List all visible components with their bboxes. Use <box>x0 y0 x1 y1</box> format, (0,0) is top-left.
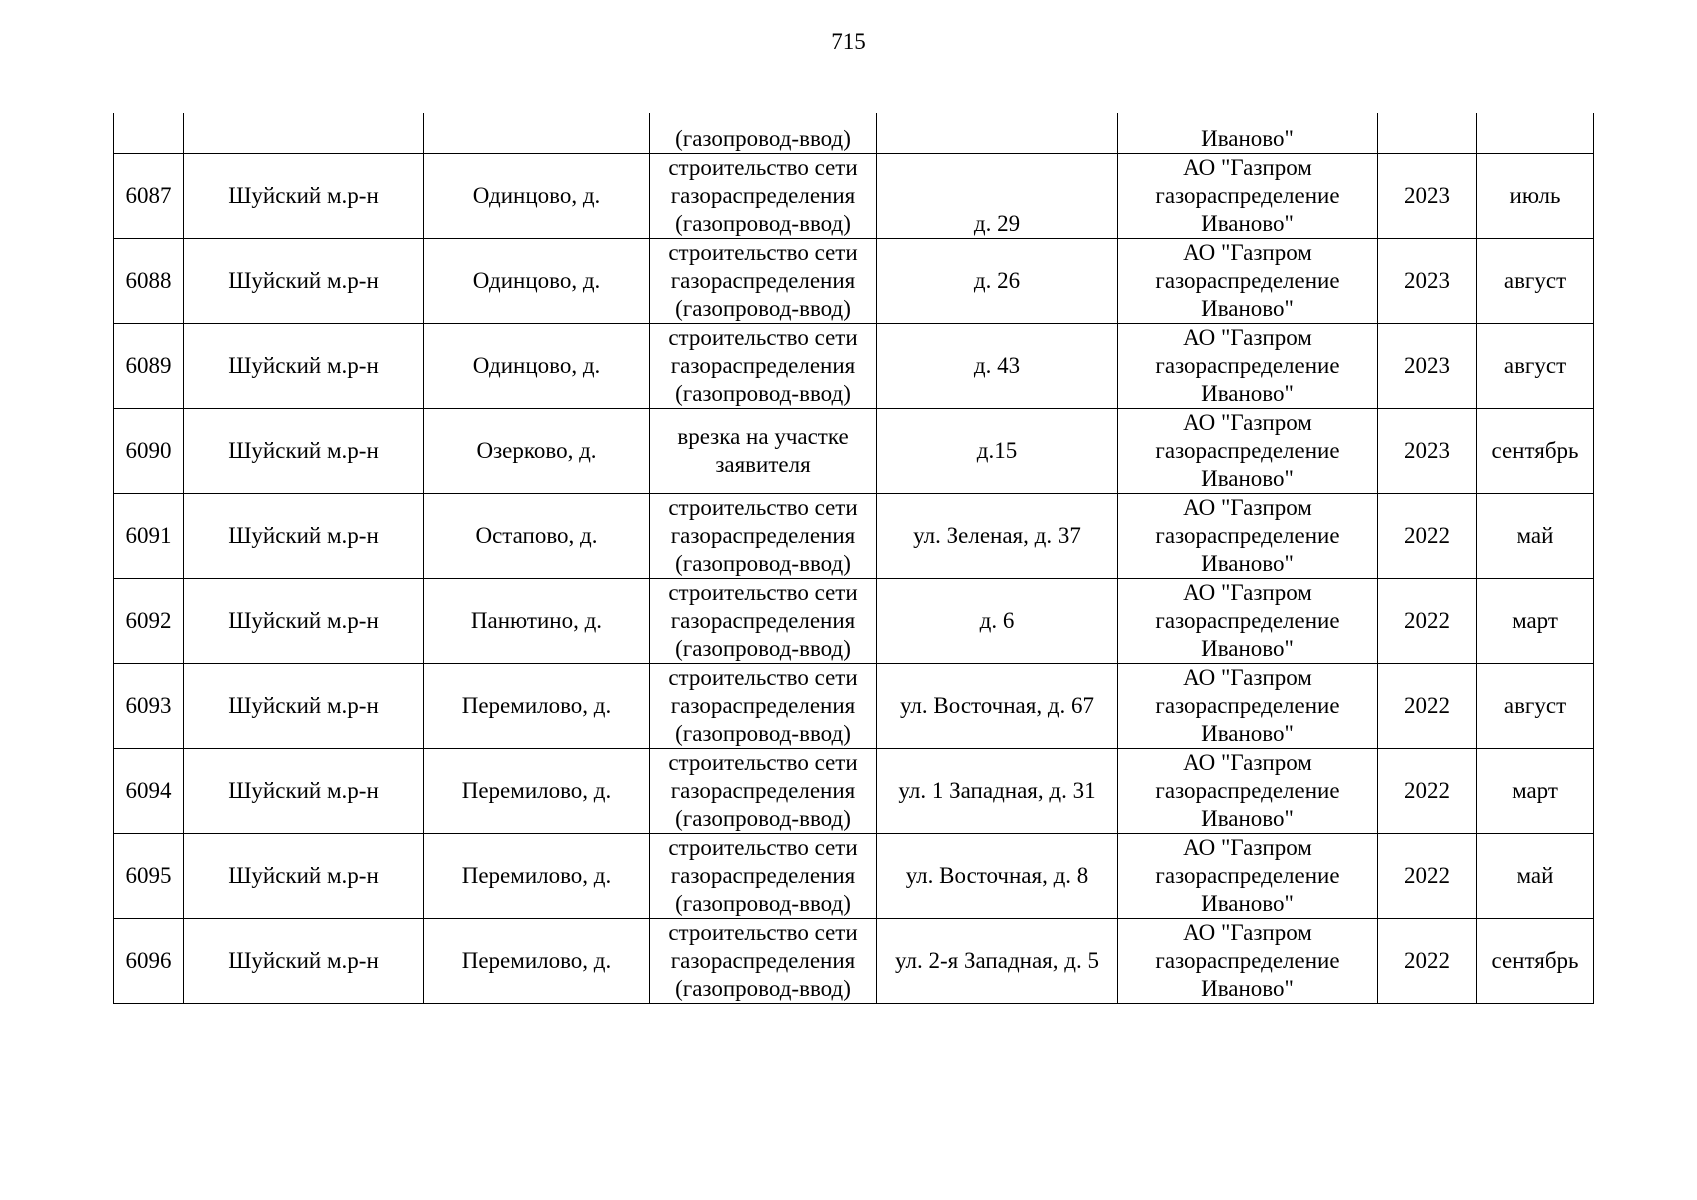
cell-year: 2023 <box>1378 239 1477 324</box>
cell-locality: Перемилово, д. <box>424 664 650 749</box>
table-row <box>114 154 1594 239</box>
cell-num: 6094 <box>114 749 184 834</box>
cell-district: Шуйский м.р-н <box>184 409 424 494</box>
cell-address: д. 26 <box>877 239 1118 324</box>
cell-organization: Иваново" <box>1118 113 1378 154</box>
cell-address: ул. Восточная, д. 8 <box>877 834 1118 919</box>
cell-locality: Одинцово, д. <box>424 154 650 239</box>
cell-work-type: строительство сети газораспределения (газопровод-ввод) <box>650 579 877 664</box>
cell-year: 2023 <box>1378 409 1477 494</box>
cell-organization: АО "Газпром газораспределение Иваново" <box>1118 664 1378 749</box>
cell-district: Шуйский м.р-н <box>184 664 424 749</box>
cell-work-type: строительство сети газораспределения (газопровод-ввод) <box>650 239 877 324</box>
cell-num: 6096 <box>114 919 184 1004</box>
cell-district: Шуйский м.р-н <box>184 834 424 919</box>
table-row-continuation <box>114 113 1594 154</box>
cell-locality: Перемилово, д. <box>424 749 650 834</box>
cell-num: 6093 <box>114 664 184 749</box>
cell-locality <box>424 113 650 154</box>
cell-organization: АО "Газпром газораспределение Иваново" <box>1118 154 1378 239</box>
cell-organization: АО "Газпром газораспределение Иваново" <box>1118 494 1378 579</box>
cell-work-type: строительство сети газораспределения (газопровод-ввод) <box>650 834 877 919</box>
cell-month: сентябрь <box>1477 409 1594 494</box>
cell-organization: АО "Газпром газораспределение Иваново" <box>1118 749 1378 834</box>
cell-district: Шуйский м.р-н <box>184 579 424 664</box>
table-row <box>114 664 1594 749</box>
cell-year: 2022 <box>1378 749 1477 834</box>
table-row <box>114 579 1594 664</box>
table-row <box>114 239 1594 324</box>
table-row <box>114 749 1594 834</box>
cell-month: май <box>1477 834 1594 919</box>
cell-district: Шуйский м.р-н <box>184 239 424 324</box>
cell-address: ул. 2-я Западная, д. 5 <box>877 919 1118 1004</box>
cell-organization: АО "Газпром газораспределение Иваново" <box>1118 239 1378 324</box>
cell-district: Шуйский м.р-н <box>184 749 424 834</box>
cell-address: ул. Зеленая, д. 37 <box>877 494 1118 579</box>
cell-district: Шуйский м.р-н <box>184 494 424 579</box>
cell-work-type: (газопровод-ввод) <box>650 113 877 154</box>
cell-num: 6090 <box>114 409 184 494</box>
cell-num: 6087 <box>114 154 184 239</box>
cell-address <box>877 113 1118 154</box>
cell-district: Шуйский м.р-н <box>184 919 424 1004</box>
cell-locality: Одинцово, д. <box>424 239 650 324</box>
cell-work-type: строительство сети газораспределения (газопровод-ввод) <box>650 664 877 749</box>
cell-address: д. 29 <box>877 154 1118 239</box>
cell-locality: Перемилово, д. <box>424 834 650 919</box>
cell-year: 2022 <box>1378 664 1477 749</box>
cell-year: 2022 <box>1378 834 1477 919</box>
cell-locality: Перемилово, д. <box>424 919 650 1004</box>
cell-work-type: строительство сети газораспределения (газопровод-ввод) <box>650 494 877 579</box>
cell-work-type: врезка на участке заявителя <box>650 409 877 494</box>
gas-connection-table <box>113 113 1594 1004</box>
cell-address: д.15 <box>877 409 1118 494</box>
cell-month: август <box>1477 324 1594 409</box>
cell-month: август <box>1477 664 1594 749</box>
cell-num: 6092 <box>114 579 184 664</box>
table-row <box>114 409 1594 494</box>
cell-locality: Панютино, д. <box>424 579 650 664</box>
cell-month: август <box>1477 239 1594 324</box>
cell-district: Шуйский м.р-н <box>184 154 424 239</box>
cell-num: 6088 <box>114 239 184 324</box>
cell-month: май <box>1477 494 1594 579</box>
cell-num: 6089 <box>114 324 184 409</box>
cell-month: сентябрь <box>1477 919 1594 1004</box>
cell-year: 2023 <box>1378 324 1477 409</box>
cell-address: д. 6 <box>877 579 1118 664</box>
cell-num <box>114 113 184 154</box>
cell-year: 2022 <box>1378 494 1477 579</box>
cell-organization: АО "Газпром газораспределение Иваново" <box>1118 579 1378 664</box>
cell-work-type: строительство сети газораспределения (газопровод-ввод) <box>650 919 877 1004</box>
table-row <box>114 919 1594 1004</box>
cell-month: июль <box>1477 154 1594 239</box>
cell-year: 2022 <box>1378 579 1477 664</box>
cell-work-type: строительство сети газораспределения (газопровод-ввод) <box>650 154 877 239</box>
cell-locality: Озерково, д. <box>424 409 650 494</box>
cell-organization: АО "Газпром газораспределение Иваново" <box>1118 324 1378 409</box>
cell-locality: Одинцово, д. <box>424 324 650 409</box>
cell-district <box>184 113 424 154</box>
cell-locality: Остапово, д. <box>424 494 650 579</box>
cell-month: март <box>1477 749 1594 834</box>
cell-address: ул. Восточная, д. 67 <box>877 664 1118 749</box>
cell-month <box>1477 113 1594 154</box>
cell-num: 6091 <box>114 494 184 579</box>
cell-year: 2023 <box>1378 154 1477 239</box>
cell-organization: АО "Газпром газораспределение Иваново" <box>1118 409 1378 494</box>
cell-address: д. 43 <box>877 324 1118 409</box>
cell-district: Шуйский м.р-н <box>184 324 424 409</box>
cell-year <box>1378 113 1477 154</box>
cell-month: март <box>1477 579 1594 664</box>
cell-work-type: строительство сети газораспределения (газопровод-ввод) <box>650 324 877 409</box>
cell-work-type: строительство сети газораспределения (газопровод-ввод) <box>650 749 877 834</box>
table-row <box>114 834 1594 919</box>
cell-address: ул. 1 Западная, д. 31 <box>877 749 1118 834</box>
table-row <box>114 494 1594 579</box>
table-row <box>114 324 1594 409</box>
cell-year: 2022 <box>1378 919 1477 1004</box>
table-body <box>114 113 1594 1004</box>
cell-organization: АО "Газпром газораспределение Иваново" <box>1118 919 1378 1004</box>
page-number: 715 <box>831 29 866 54</box>
cell-num: 6095 <box>114 834 184 919</box>
cell-organization: АО "Газпром газораспределение Иваново" <box>1118 834 1378 919</box>
